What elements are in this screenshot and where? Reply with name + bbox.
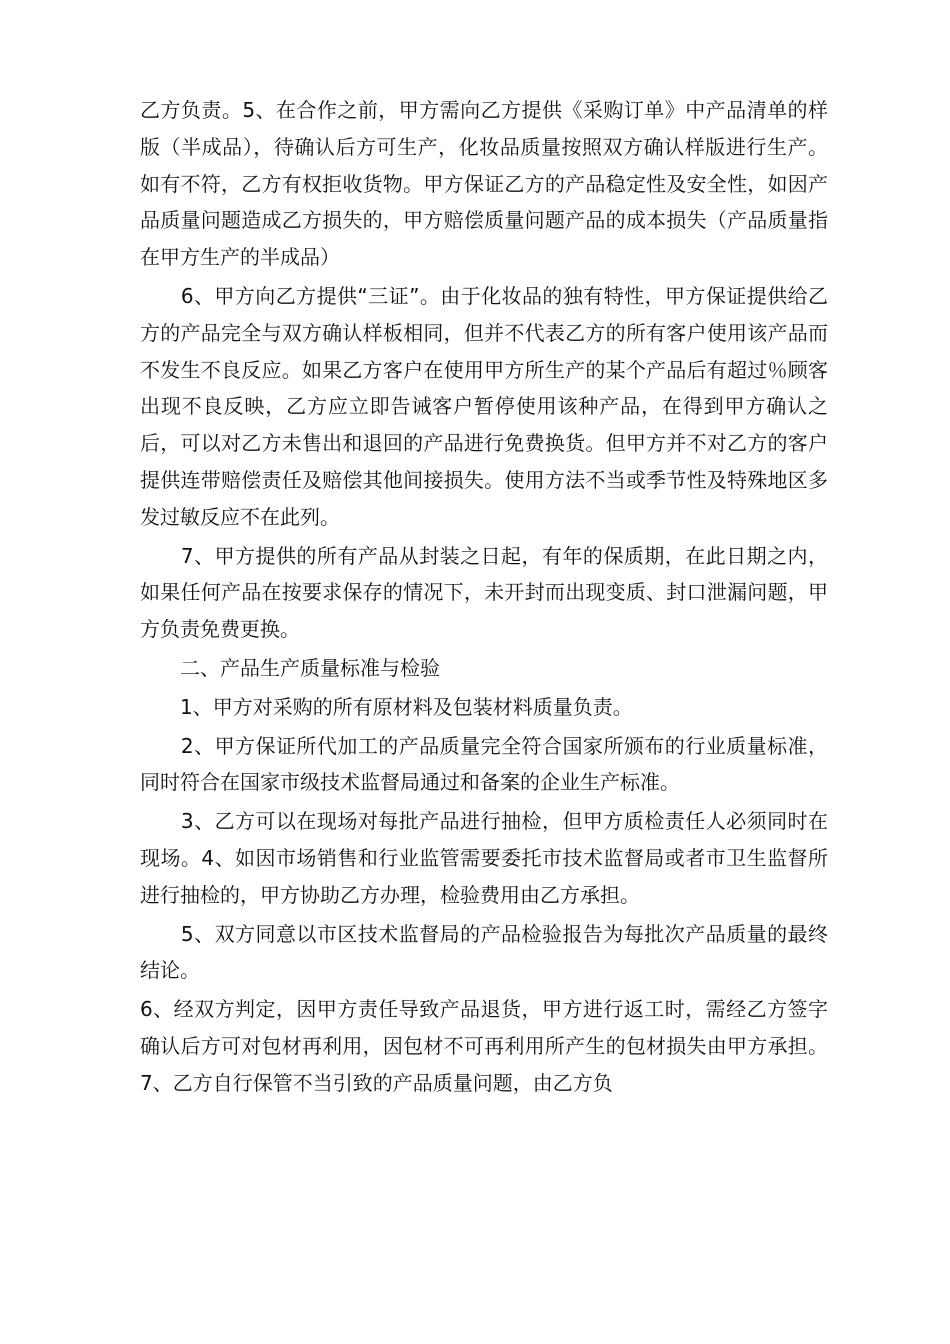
paragraph-quality-compliance: 2、甲方保证所代加工的产品质量完全符合国家所颁布的行业质量标准，同时符合在国家市级技术监督局通过和备案的企业生产标准。 [140,733,828,795]
section-heading-quality-standards: 二、产品生产质量标准与检验 [140,655,440,680]
paragraph-shelf-life: 7、甲方提供的所有产品从封装之日起，有年的保质期，在此日期之内，如果任何产品在按要求保存的情况下，未开封而出现变质、封口泄漏问题，甲方负责免费更换。 [140,543,828,642]
document-body [140,92,828,1102]
paragraph-three-certificates: 6、甲方向乙方提供“三证”。由于化妆品的独有特性，甲方保证提供给乙方的产品完全与双方确认样板相同，但并不代表乙方的所有客户使用该产品而不发生不良反应。如果乙方客户在使用甲方所生产的某个产品后有超过％顾客出现不良反映，乙方应立即告诫客户暂停使用该种产品，在得到甲方确认之后，可以对乙方未售出和退回的产品进行免费换货。但甲方并不对乙方的客户提供连带赔偿责任及赔偿其他间接损失。使用方法不当或季节性及特殊地区多发过敏反应不在此列。 [140,283,828,529]
paragraph-returns-rework: 6、经双方判定，因甲方责任导致产品退货，甲方进行返工时，需经乙方签字确认后方可对包材再利用，因包材不可再利用所产生的包材损失由甲方承担。7、乙方自行保管不当引致的产品质量问题，由乙方负 [140,997,828,1095]
paragraph-spot-check: 3、乙方可以在现场对每批产品进行抽检，但甲方质检责任人必须同时在现场。4、如因市场销售和行业监管需要委托市技术监督局或者市卫生监督所进行抽检的，甲方协助乙方办理，检验费用由乙方承担。 [140,809,828,907]
paragraph-sample-approval: 乙方负责。5、在合作之前，甲方需向乙方提供《采购订单》中产品清单的样版（半成品），待确认后方可生产，化妆品质量按照双方确认样版进行生产。如有不符，乙方有权拒收货物。甲方保证乙方的产品稳定性及安全性，如因产品质量问题造成乙方损失的，甲方赔偿质量问题产品的成本损失（产品质量指在甲方生产的半成品） [140,98,828,270]
paragraph-raw-materials: 1、甲方对采购的所有原材料及包装材料质量负责。 [140,694,633,719]
paragraph-inspection-report: 5、双方同意以市区技术监督局的产品检验报告为每批次产品质量的最终结论。 [140,921,828,983]
